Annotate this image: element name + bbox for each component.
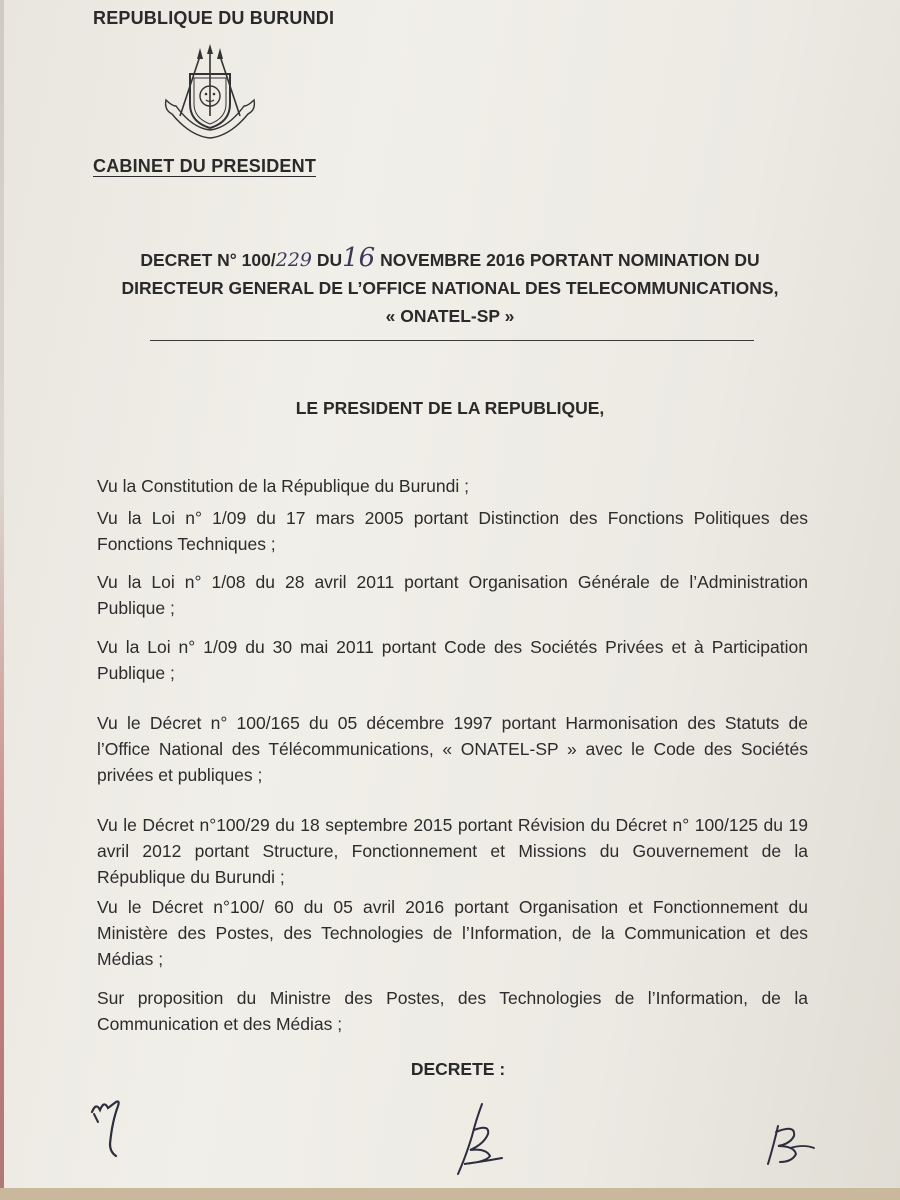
cabinet-heading: CABINET DU PRESIDENT: [93, 156, 317, 176]
decree-title-line-3: « ONATEL-SP »: [385, 306, 515, 326]
title-divider: [150, 340, 754, 341]
preamble-paragraph: Vu le Décret n° 100/165 du 05 décembre 1997 portant Harmonisation des Statuts de l’Office National des Télécommunications, « ONATEL-SP » avec le Code des Sociétés privées et publiques ;: [97, 713, 808, 785]
preamble-paragraph: Vu le Décret n°100/ 60 du 05 avril 2016 portant Organisation et Fonctionnement du Ministère des Postes, des Technologies de l’Information, de la Communication et des Médias ;: [97, 897, 808, 969]
decrete-heading: DECRETE :: [410, 1059, 506, 1079]
table-surface: [0, 1188, 900, 1200]
page-edge: [0, 0, 4, 1200]
decree-title: [60, 244, 840, 330]
coat-of-arms-icon: [160, 44, 260, 144]
president-heading: LE PRESIDENT DE LA REPUBLIQUE,: [295, 398, 605, 418]
signature-initial-icon: [86, 1092, 136, 1162]
decree-title-line-1: [60, 244, 840, 274]
decree-number-handwritten: 229: [275, 249, 312, 271]
decree-title-prefix: DECRET N° 100/: [140, 250, 276, 270]
decree-title-line-1-rest: NOVEMBRE 2016 PORTANT NOMINATION DU: [375, 250, 760, 270]
country-heading: REPUBLIQUE DU BURUNDI: [93, 8, 335, 28]
preamble-paragraph: Vu la Constitution de la République du Burundi ;: [97, 476, 469, 496]
decree-title-line-2: DIRECTEUR GENERAL DE L’OFFICE NATIONAL DES TELECOMMUNICATIONS,: [121, 278, 779, 298]
decree-title-du: DU: [312, 250, 343, 270]
signature-initial-icon: [760, 1118, 820, 1173]
preamble-paragraph: Vu la Loi n° 1/09 du 17 mars 2005 portant Distinction des Fonctions Politiques des Fonctions Techniques ;: [97, 508, 808, 554]
preamble-paragraph: Vu la Loi n° 1/08 du 28 avril 2011 portant Organisation Générale de l’Administration Publique ;: [97, 572, 808, 618]
signature-initial-icon: [450, 1100, 510, 1180]
preamble-paragraph: Vu la Loi n° 1/09 du 30 mai 2011 portant Code des Sociétés Privées et à Participation Publique ;: [97, 637, 808, 683]
decree-day-handwritten: 16: [342, 243, 376, 273]
preamble-paragraph: Vu le Décret n°100/29 du 18 septembre 2015 portant Révision du Décret n° 100/125 du 19 avril 2012 portant Structure, Fonctionnement et Missions du Gouvernement de la République du Burundi ;: [97, 815, 808, 887]
preamble-paragraph: Sur proposition du Ministre des Postes, des Technologies de l’Information, de la Communication et des Médias ;: [97, 988, 808, 1034]
